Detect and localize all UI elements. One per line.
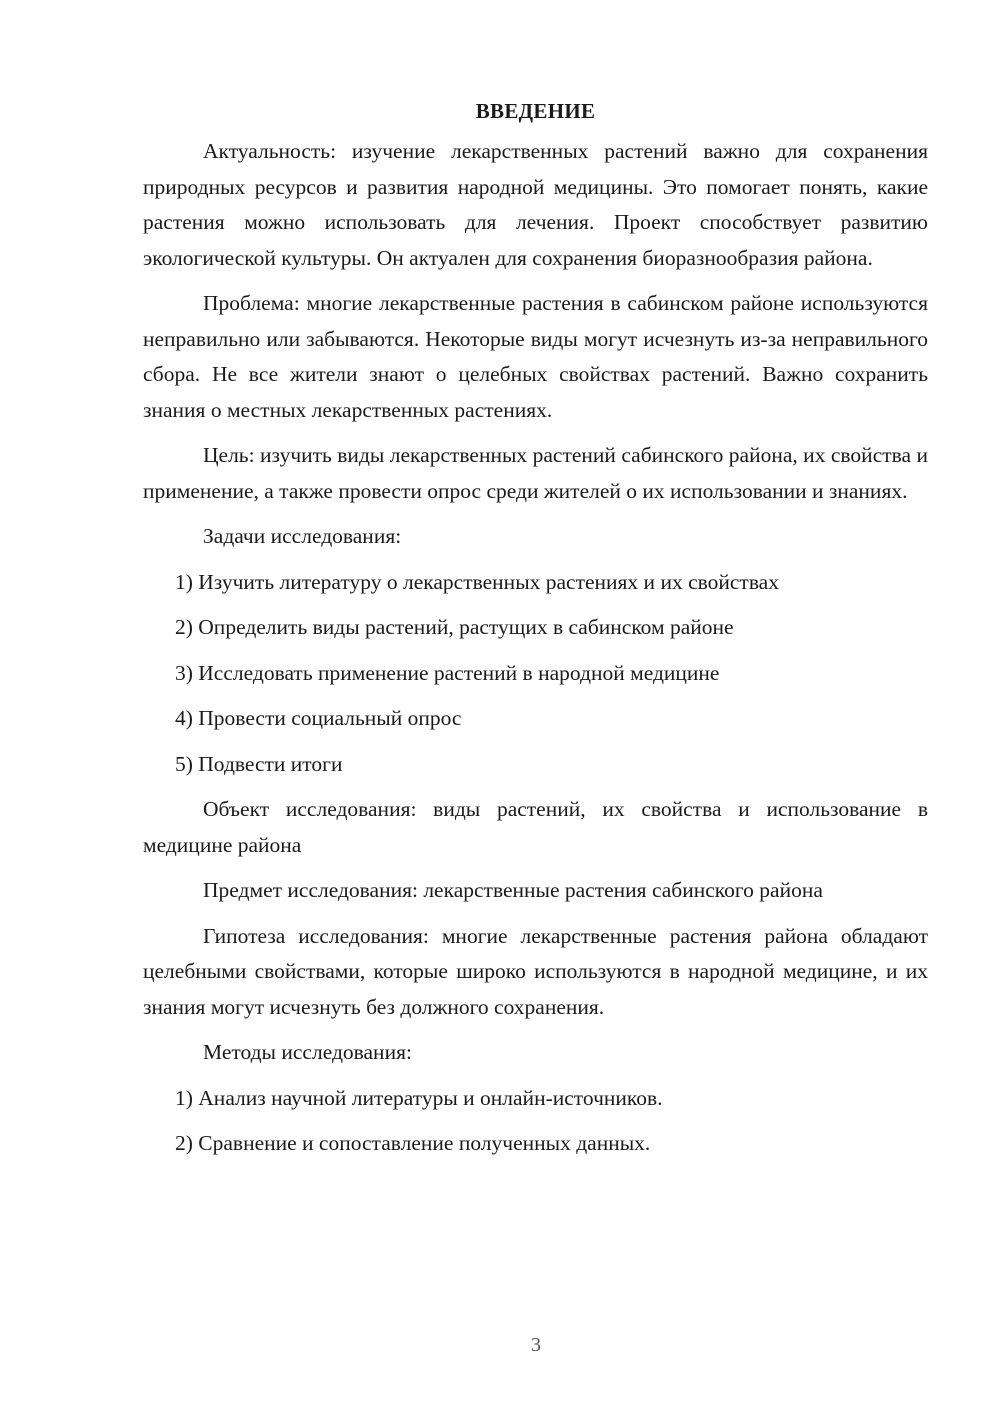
method-item: 2) Сравнение и сопоставление полученных данных. xyxy=(175,1131,651,1155)
task-item: 1) Изучить литературу о лекарственных растениях и их свойствах xyxy=(175,569,779,594)
method-item: 1) Анализ научной литературы и онлайн-источников. xyxy=(175,1085,663,1110)
task-item: 4) Провести социальный опрос xyxy=(175,706,462,730)
object-paragraph: Объект исследования: виды растений, их свойства и использование в медицине района xyxy=(143,797,928,857)
hypothesis-paragraph: Гипотеза исследования: многие лекарственные растения района обладают целебными свойствами, которые широко используются в народной медицине, и их знания могут исчезнуть без должного сохранения. xyxy=(143,923,928,1019)
goal-paragraph: Цель: изучить виды лекарственных растений сабинского района, их свойства и применение, а также провести опрос среди жителей о их использовании и знаниях. xyxy=(143,443,928,503)
page-number: 3 xyxy=(531,1334,541,1356)
methods-label: Методы исследования: xyxy=(203,1040,412,1064)
task-item: 5) Подвести итоги xyxy=(175,751,343,776)
tasks-label: Задачи исследования: xyxy=(203,524,402,548)
section-heading: ВВЕДЕНИЕ xyxy=(475,99,596,123)
problem-paragraph: Проблема: многие лекарственные растения в сабинском районе используются неправильно или забываются. Некоторые виды могут исчезнуть из-за неправильного сбора. Не все жители знают о целебных свойствах растений. Важно сохранить знания о местных лекарственных растениях. xyxy=(143,291,928,422)
task-item: 3) Исследовать применение растений в народной медицине xyxy=(175,660,720,685)
relevance-paragraph: Актуальность: изучение лекарственных растений важно для сохранения природных ресурсов и развития народной медицины. Это помогает понять, какие растения можно использовать для лечения. Проект способствует развитию экологической культуры. Он актуален для сохранения биоразнообразия района. xyxy=(143,139,928,270)
document-page xyxy=(143,96,928,1172)
subject-paragraph: Предмет исследования: лекарственные растения сабинского района xyxy=(203,878,823,902)
task-item: 2) Определить виды растений, растущих в сабинском районе xyxy=(175,615,734,639)
